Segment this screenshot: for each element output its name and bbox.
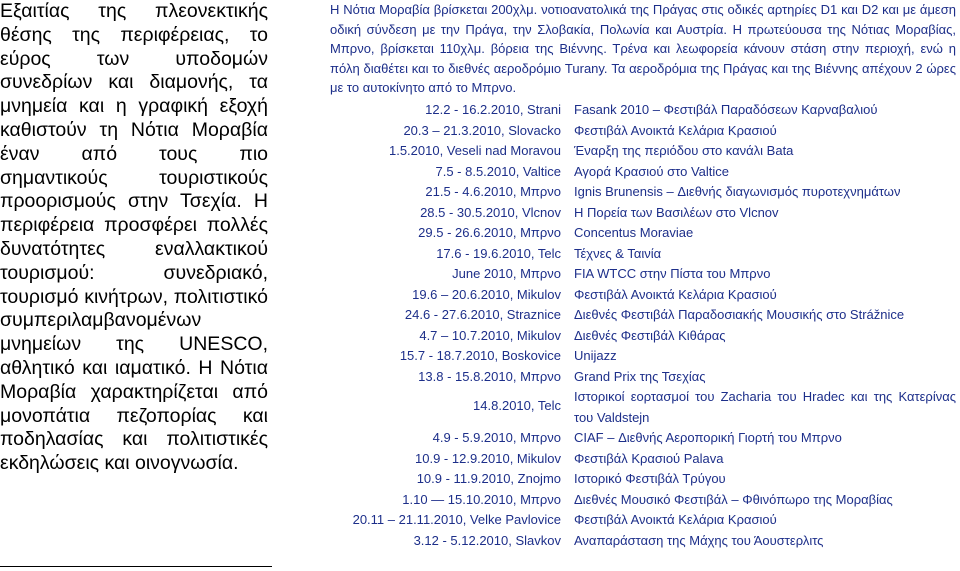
event-date: 20.11 – 21.11.2010, Velke Pavlovice [352, 512, 561, 527]
event-date: 29.5 - 26.6.2010, Μπρνο [418, 225, 561, 240]
event-row [330, 428, 956, 449]
event-title: Αναπαράσταση της Μάχης του Άουστερλιτς [574, 532, 824, 548]
event-date: 28.5 - 30.5.2010, Vlcnov [420, 204, 561, 220]
event-row [330, 203, 956, 224]
event-row [330, 223, 956, 244]
event-row [330, 510, 956, 531]
event-title: Concentus Moraviae [574, 225, 694, 240]
event-date: 13.8 - 15.8.2010, Μπρνο [418, 368, 561, 384]
left-paragraph: Εξαιτίας της πλεονεκτικής θέσης της περιφέρειας, το εύρος των υποδομών συνεδρίων και διαμονής, τα μνημεία και η γραφική εξοχή καθιστούν τη Νότια Μοραβία έναν από τους πιο σημαντικούς τουριστικούς προορισμούς στην Τσεχία. Η περιφέρεια προσφέρει πολλές δυνατότητες εναλλακτικού τουρισμού: συνεδριακό, τουρισμό κινήτρων, πολιτιστικό συμπεριλαμβανομένων μνημείων της UNESCO, αθλητικό και ιαματικό. Η Νότια Μοραβία χαρακτηρίζεται από μονοπάτια πεζοπορίας και ποδηλασίας και πολιτιστικές εκδηλώσεις και οινογνωσία. [0, 0, 268, 475]
event-date: 20.3 – 21.3.2010, Slovacko [403, 122, 561, 138]
event-date: 15.7 - 18.7.2010, Boskovice [399, 348, 561, 363]
event-date: 10.9 - 11.9.2010, Znojmo [416, 471, 561, 486]
event-row [330, 469, 956, 490]
event-title: Φεστιβάλ Κρασιού Palava [574, 450, 724, 466]
event-title: Τέχνες & Ταινία [574, 245, 662, 261]
event-date: 4.9 - 5.9.2010, Μπρνο [432, 430, 561, 445]
event-title: Αγορά Κρασιού στο Valtice [574, 163, 730, 179]
event-date: 19.6 – 20.6.2010, Mikulov [412, 286, 561, 302]
event-row [330, 121, 956, 142]
event-row [330, 367, 956, 388]
event-date: 17.6 - 19.6.2010, Telc [436, 245, 561, 261]
event-row [330, 305, 956, 326]
event-date: 1.10 — 15.10.2010, Μπρνο [402, 491, 561, 507]
event-date: June 2010, Μπρνο [452, 266, 561, 281]
event-title: Διεθνές Μουσικό Φεστιβάλ – Φθινόπωρο της Μοραβίας [574, 491, 893, 507]
events-list [330, 100, 956, 551]
event-date: 3.12 - 5.12.2010, Slavkov [413, 532, 561, 548]
event-title: CIAF – Διεθνής Αεροπορική Γιορτή του Μπρνο [574, 430, 842, 445]
event-row [330, 490, 956, 511]
event-date: 10.9 - 12.9.2010, Mikulov [415, 450, 561, 466]
event-title: Grand Prix της Τσεχίας [574, 368, 706, 384]
event-row [330, 182, 956, 203]
event-date: 4.7 – 10.7.2010, Mikulov [419, 327, 561, 343]
event-title: Φεστιβάλ Ανοικτά Κελάρια Κρασιού [574, 286, 777, 302]
left-column-rule [0, 566, 272, 567]
event-row [330, 162, 956, 183]
event-row [330, 141, 956, 162]
intro-paragraph: Η Νότια Μοραβία βρίσκεται 200χλμ. νοτιοανατολικά της Πράγας στις οδικές αρτηρίες D1 και D2 και με άμεση οδική σύνδεση με την Πράγα, την Σλοβακία, Πολωνία και Αυστρία. Η πρωτεύουσα της Νότιας Μοραβίας, Μπρνο, βρίσκεται 110χλμ. βόρεια της Βιέννης. Τρένα και λεωφορεία κάνουν στάση στην περιοχή, ενώ η πόλη διαθέτει και το διεθνές αεροδρόμιο Turany. Τα αεροδρόμια της Πράγας και της Βιέννης απέχουν 2 ώρες με το αυτοκίνητο από το Μπρνο. [330, 2, 956, 95]
event-row [330, 449, 956, 470]
event-title: Η Πορεία των Βασιλέων στο Vlcnov [574, 204, 779, 220]
event-title: FIA WTCC στην Πίστα του Μπρνο [574, 266, 771, 281]
right-column [330, 0, 956, 548]
left-column [0, 0, 268, 476]
event-date: 21.5 - 4.6.2010, Μπρνο [425, 184, 561, 199]
event-title: Ignis Brunensis – Διεθνής διαγωνισμός πυροτεχνημάτων [574, 184, 901, 199]
event-row [330, 264, 956, 285]
event-title: Έναρξη της περιόδου στο κανάλι Bata [574, 143, 794, 158]
event-row [330, 244, 956, 265]
event-row [330, 531, 956, 552]
event-row [330, 387, 956, 428]
event-row [330, 100, 956, 121]
event-title: Ιστορικό Φεστιβάλ Τρύγου [574, 471, 726, 486]
event-date: 14.8.2010, Telc [473, 398, 561, 413]
event-date: 24.6 - 27.6.2010, Straznice [404, 307, 561, 322]
event-row [330, 285, 956, 306]
event-title: Φεστιβάλ Ανοικτά Κελάρια Κρασιού [574, 122, 777, 138]
event-title: Διεθνές Φεστιβάλ Παραδοσιακής Μουσικής στο Strážnice [574, 307, 905, 322]
event-date: 12.2 - 16.2.2010, Strani [425, 102, 561, 117]
event-title: Fasank 2010 – Φεστιβάλ Παραδόσεων Καρναβαλιού [574, 102, 878, 117]
event-date: 1.5.2010, Veseli nad Moravou [388, 143, 561, 158]
event-row [330, 346, 956, 367]
event-title: Φεστιβάλ Ανοικτά Κελάρια Κρασιού [574, 512, 777, 527]
event-title: Διεθνές Φεστιβάλ Κιθάρας [574, 327, 726, 343]
event-row [330, 326, 956, 347]
event-title: Ιστορικοί εορτασμοί του Zacharia του Hradec και της Κατερίνας του Valdstejn [574, 389, 956, 425]
event-title: Unijazz [574, 348, 617, 363]
event-date: 7.5 - 8.5.2010, Valtice [435, 163, 561, 179]
